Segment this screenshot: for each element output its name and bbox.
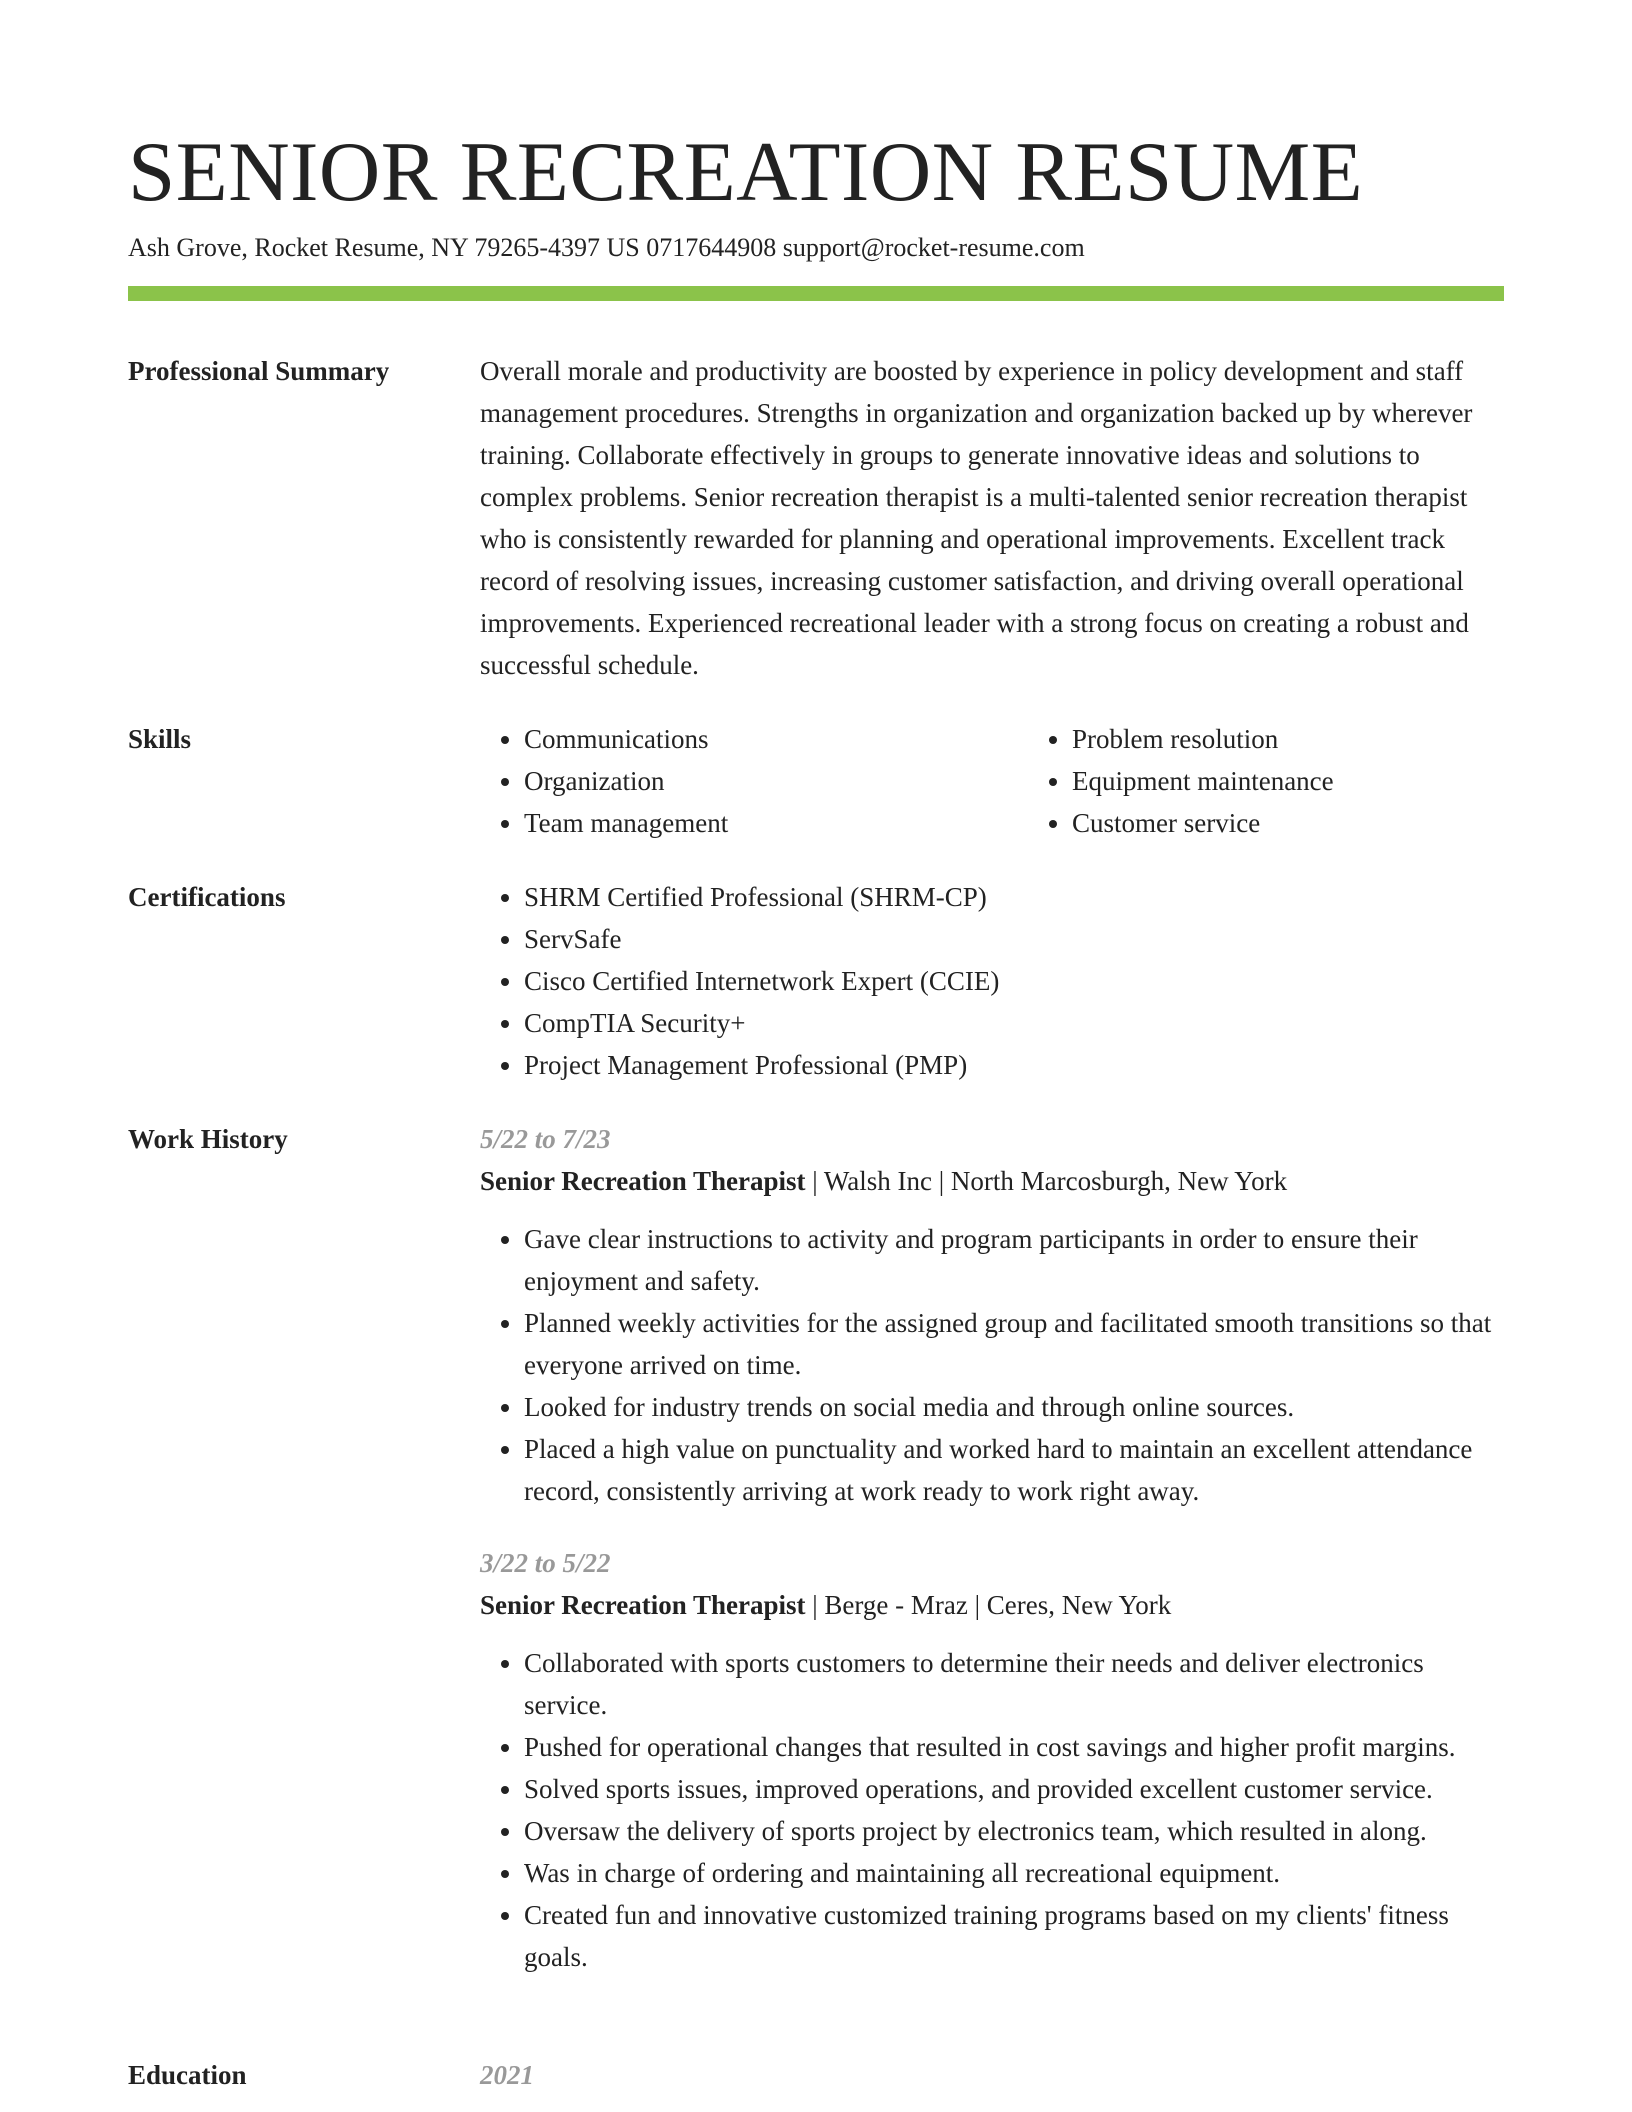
certifications-body: [480, 876, 1504, 1086]
job-bullet: • Planned weekly activities for the assigned group and facilitated smooth transitions so that everyone arrived on time.: [524, 1302, 1504, 1386]
job-bullet: • Was in charge of ordering and maintaining all recreational equipment.: [524, 1852, 1504, 1894]
job-bullet: • Placed a high value on punctuality and worked hard to maintain an excellent attendance record, consistently arriving at work ready to work right away.: [524, 1428, 1504, 1512]
skill-item: • Team management: [524, 802, 984, 844]
contact-line: Ash Grove, Rocket Resume, NY 79265-4397 US 0717644908 support@rocket-resume.com: [128, 233, 1085, 262]
certification-item: • CompTIA Security+: [524, 1002, 1504, 1044]
summary-heading: Professional Summary: [128, 356, 390, 386]
skills-list-right: [1028, 718, 1532, 844]
job-bullet: • Collaborated with sports customers to determine their needs and deliver electronics service.: [524, 1642, 1504, 1726]
job-title: Senior Recreation Therapist: [480, 1590, 806, 1620]
job-entry: [480, 1118, 1504, 1512]
skill-item: • Customer service: [1072, 802, 1532, 844]
skill-item: • Communications: [524, 718, 984, 760]
job-entry: [480, 1542, 1504, 1978]
job-bullet: • Pushed for operational changes that resulted in cost savings and higher profit margins.: [524, 1726, 1504, 1768]
job-bullets: [480, 1642, 1504, 1978]
job-bullets: [480, 1218, 1504, 1512]
job-bullet: • Solved sports issues, improved operations, and provided excellent customer service.: [524, 1768, 1504, 1810]
skills-heading: Skills: [128, 724, 192, 754]
certifications-heading: Certifications: [128, 882, 286, 912]
certification-item: • ServSafe: [524, 918, 1504, 960]
job-heading: [480, 1160, 1504, 1202]
skills-body: [480, 718, 1504, 844]
summary-text: Overall morale and productivity are boosted by experience in policy development and staff management procedures. Strengths in organization and organization backed up by wherever training. Collaborate effectively in groups to generate innovative ideas and solutions to complex problems. Senior recreation therapist is a multi-talented senior recreation therapist who is consistently rewarded for planning and operational improvements. Excellent track record of resolving issues, increasing customer satisfaction, and driving overall operational improvements. Experienced recreational leader with a strong focus on creating a robust and successful schedule.: [480, 356, 1473, 680]
job-dates: 3/22 to 5/22: [480, 1548, 611, 1578]
certification-item: • SHRM Certified Professional (SHRM-CP): [524, 876, 1504, 918]
job-dates: 5/22 to 7/23: [480, 1124, 611, 1154]
job-heading: [480, 1584, 1504, 1626]
work-history-heading: Work History: [128, 1124, 288, 1154]
skill-item: • Equipment maintenance: [1072, 760, 1532, 802]
job-bullet: • Gave clear instructions to activity and program participants in order to ensure their enjoyment and safety.: [524, 1218, 1504, 1302]
certification-item: • Cisco Certified Internetwork Expert (CCIE): [524, 960, 1504, 1002]
job-bullet: • Created fun and innovative customized training programs based on my clients' fitness goals.: [524, 1894, 1504, 1978]
education-heading: Education: [128, 2060, 247, 2090]
work-history-body: [480, 1118, 1504, 1978]
skills-list-left: [480, 718, 984, 844]
skills-grid: [480, 718, 1504, 844]
resume-title: SENIOR RECREATION RESUME: [128, 125, 1364, 219]
job-details: | Berge - Mraz | Ceres, New York: [805, 1590, 1172, 1620]
job-bullet: • Oversaw the delivery of sports project by electronics team, which resulted in along.: [524, 1810, 1504, 1852]
education-date: 2021: [480, 2060, 534, 2090]
skill-item: • Organization: [524, 760, 984, 802]
summary-body: [480, 350, 1504, 686]
skill-item: • Problem resolution: [1072, 718, 1532, 760]
job-details: | Walsh Inc | North Marcosburgh, New York: [805, 1166, 1288, 1196]
certifications-list: [480, 876, 1504, 1086]
certification-item: • Project Management Professional (PMP): [524, 1044, 1504, 1086]
job-bullet: • Looked for industry trends on social media and through online sources.: [524, 1386, 1504, 1428]
job-title: Senior Recreation Therapist: [480, 1166, 806, 1196]
education-body: [480, 2054, 1504, 2096]
accent-divider: [128, 286, 1504, 301]
